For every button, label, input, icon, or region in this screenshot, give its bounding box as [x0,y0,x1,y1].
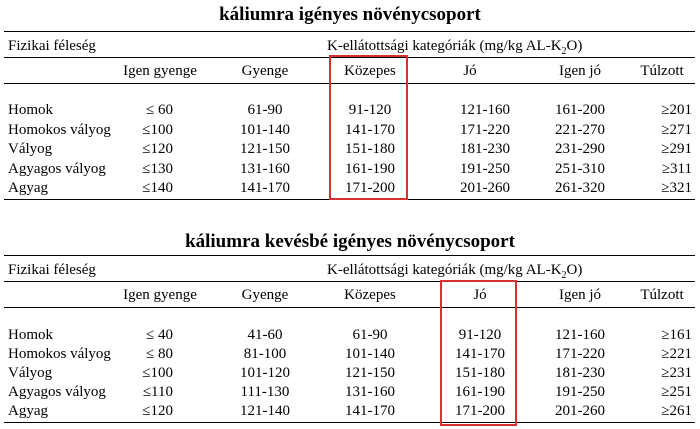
table-cell: 121-160 [460,102,510,118]
table-cell: 231-290 [555,141,605,157]
table-cell: ≤120 [142,141,173,157]
highlight-jo-column [440,280,517,426]
top-rule [4,31,695,32]
col-jo: Jó [473,287,487,303]
column-rule [4,307,695,308]
table-cell: 121-140 [240,403,290,419]
table-cell: ≥321 [661,180,692,196]
col-jo: Jó [463,63,477,79]
table-cell: 161-190 [455,384,505,400]
table-cell: 121-160 [555,327,605,343]
table-cell: 141-170 [455,346,505,362]
table-kalium-igenyes [0,0,700,212]
table-cell: 101-140 [240,122,290,138]
table-cell: ≥161 [661,327,692,343]
row-label: Homokos vályog [8,122,111,138]
table-cell: ≤140 [142,180,173,196]
table-cell: 131-160 [240,161,290,177]
col-igen-jo: Igen jó [558,287,602,303]
table-cell: ≤120 [142,403,173,419]
table-cell: 101-120 [240,365,290,381]
table-cell: 91-120 [348,102,392,118]
col-kozepes: Közepes [344,287,396,303]
table-cell: ≤100 [142,122,173,138]
table-cell: 61-90 [247,102,283,118]
table-cell: 181-230 [460,141,510,157]
table-cell: 81-100 [243,346,287,362]
table-cell: ≥201 [661,102,692,118]
row-label: Agyag [8,180,48,196]
table-title: káliumra kevésbé igényes növénycsoport [185,231,515,252]
table-cell: 41-60 [247,327,283,343]
table-cell: 181-230 [555,365,605,381]
table-cell: 131-160 [345,384,395,400]
row-label: Homok [8,327,53,343]
row-label: Homok [8,102,53,118]
table-cell: 141-170 [240,180,290,196]
col-igen-jo: Igen jó [558,63,602,79]
table-title: káliumra igényes növénycsoport [219,4,481,25]
k-category-header: K-ellátottsági kategóriák (mg/kg $AL-K_2O$) [327,262,583,281]
row-label: Vályog [8,365,53,381]
table-cell: 141-170 [345,403,395,419]
table-cell: 161-190 [345,161,395,177]
row-label: Homokos vályog [8,346,111,362]
fizikai-feleseg-header: Fizikai féleség [8,38,96,54]
table-cell: 121-150 [240,141,290,157]
table-cell: ≤ 60 [146,102,173,118]
row-label: Agyagos vályog [8,384,106,400]
table-cell: 101-140 [345,346,395,362]
table-cell: 201-260 [460,180,510,196]
col-tulzott: Túlzott [640,63,684,79]
table-cell: 91-120 [458,327,502,343]
table-cell: ≤ 40 [146,327,173,343]
table-cell: 151-180 [455,365,505,381]
table-cell: ≥231 [661,365,692,381]
table-cell: 161-200 [555,102,605,118]
row-label: Vályog [8,141,53,157]
table-cell: 251-310 [555,161,605,177]
table-cell: 171-220 [555,346,605,362]
highlight-kozepes-column [329,55,408,200]
table-cell: ≤130 [142,161,173,177]
col-kozepes: Közepes [344,63,396,79]
k-category-header: K-ellátottsági kategóriák (mg/kg $AL-K_2O$) [327,38,583,57]
table-cell: 261-320 [555,180,605,196]
table-cell: ≥311 [661,161,692,177]
table-cell: 151-180 [345,141,395,157]
table-cell: 111-130 [240,384,290,400]
table-cell: 61-90 [352,327,388,343]
table-cell: 171-220 [460,122,510,138]
top-rule [4,255,695,256]
table-cell: 221-270 [555,122,605,138]
bottom-rule [4,422,695,423]
table-cell: ≤ 80 [146,346,173,362]
table-cell: ≥221 [661,346,692,362]
col-igen-gyenge: Igen gyenge [123,287,197,303]
table-cell: ≥291 [661,141,692,157]
table-cell: ≤110 [142,384,173,400]
row-label: Agyag [8,403,48,419]
table-cell: 191-250 [460,161,510,177]
table-cell: ≥261 [661,403,692,419]
table-cell: ≤100 [142,365,173,381]
table-cell: 121-150 [345,365,395,381]
header-rule [4,281,695,282]
table-kalium-kevesbe-igenyes [0,228,700,429]
table-cell: ≥271 [661,122,692,138]
table-cell: 191-250 [555,384,605,400]
table-cell: 201-260 [555,403,605,419]
col-igen-gyenge: Igen gyenge [123,63,197,79]
table-cell: ≥251 [661,384,692,400]
table-cell: 171-200 [345,180,395,196]
col-tulzott: Túlzott [640,287,684,303]
fizikai-feleseg-header: Fizikai féleség [8,262,96,278]
col-gyenge: Gyenge [241,287,289,303]
table-cell: 171-200 [455,403,505,419]
col-gyenge: Gyenge [241,63,289,79]
row-label: Agyagos vályog [8,161,106,177]
table-cell: 141-170 [345,122,395,138]
